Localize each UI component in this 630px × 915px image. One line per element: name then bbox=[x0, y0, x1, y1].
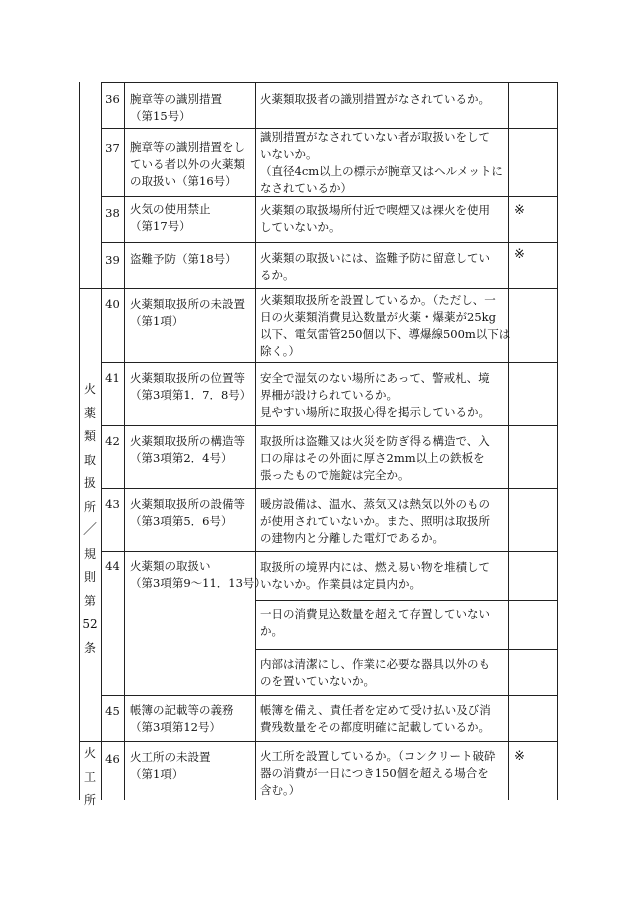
category-char: 火 bbox=[83, 746, 96, 760]
category-char: 52 bbox=[82, 617, 98, 631]
row-content: 取扱所の境界内には、燃え易い物を堆積して いないか。作業員は定員内か。 bbox=[260, 560, 490, 591]
row-content: 安全で湿気のない場所にあって、警戒札、境 界柵が設けられているか。 見やすい場所に取扱心得を掲示しているか。 bbox=[260, 371, 490, 419]
table-row bbox=[101, 425, 557, 488]
row-number: 44 bbox=[105, 559, 120, 573]
row-content: 火薬類取扱者の識別措置がなされているか。 bbox=[260, 92, 490, 106]
row-number: 43 bbox=[105, 497, 120, 511]
row-number: 41 bbox=[105, 371, 120, 385]
category-char: 火 bbox=[83, 382, 96, 396]
row-content: 火工所を設置しているか。（コンクリート破砕 器の消費が一日につき150個を超える場合を 含む。） bbox=[260, 749, 496, 797]
table-row bbox=[101, 288, 557, 362]
table-row bbox=[101, 488, 557, 551]
row-number: 37 bbox=[105, 141, 120, 155]
row-number: 36 bbox=[105, 92, 120, 106]
category-char: ／ bbox=[83, 522, 97, 538]
row-number: 42 bbox=[105, 434, 120, 448]
row-item: 火工所の未設置 （第1項） bbox=[130, 750, 211, 781]
row-number: 38 bbox=[105, 206, 120, 220]
category-char: 規 bbox=[83, 546, 96, 561]
row-number: 39 bbox=[105, 253, 120, 267]
row-content: 火薬類の取扱いには、盗難予防に留意してい るか。 bbox=[260, 251, 490, 282]
row-item: 火薬類取扱所の構造等 （第3項第2．4号） bbox=[130, 434, 245, 465]
row-content: 火薬類取扱所を設置しているか。（ただし、一 日の火薬類消費見込数量が火薬・爆薬が25kg 以下、電気雷管250個以下、導爆線500m以下は 除く。） bbox=[260, 293, 511, 358]
table-row bbox=[101, 741, 557, 800]
row-content: 取扱所は盗難又は火災を防ぎ得る構造で、入 口の扉はその外面に厚さ2mm以上の鉄板を 張ったもので施錠は完全か。 bbox=[260, 434, 490, 482]
row-mark: ※ bbox=[514, 247, 525, 262]
category-char: 第 bbox=[83, 593, 96, 608]
row-content: 暖房設備は、温水、蒸気又は熱気以外のもの が使用されていないか。また、照明は取扱所 の建物内と分離した電灯であるか。 bbox=[260, 497, 490, 545]
row-item: 火気の使用禁止 （第17号） bbox=[130, 202, 211, 233]
row-mark: ※ bbox=[514, 749, 525, 764]
grid-line bbox=[557, 82, 558, 800]
table-row bbox=[101, 695, 557, 741]
category-char: 取 bbox=[83, 452, 96, 467]
category-char: 所 bbox=[83, 793, 96, 807]
row-content: 火薬類の取扱場所付近で喫煙又は裸火を使用 していないか。 bbox=[260, 203, 490, 234]
row-item: 火薬類取扱所の位置等 （第3項第1．7．8号） bbox=[130, 371, 252, 402]
row-number: 45 bbox=[105, 704, 120, 718]
table-row bbox=[101, 242, 557, 288]
category-char: 薬 bbox=[83, 405, 96, 420]
row-item: 盗難予防（第18号） bbox=[130, 252, 237, 266]
row-content-sub: 内部は清潔にし、作業に必要な器具以外のも のを置いていないか。 bbox=[260, 657, 490, 688]
table-row bbox=[101, 128, 557, 196]
row-content: 識別措置がなされていない者が取扱いをして いないか。 （直径4cm以上の標示が腕章又はヘルメットに なされているか） bbox=[260, 130, 503, 195]
table-row bbox=[101, 82, 557, 128]
row-item: 火薬類取扱所の設備等 （第3項第5．6号） bbox=[130, 497, 245, 528]
row-mark: ※ bbox=[514, 203, 525, 218]
category-char: 則 bbox=[83, 570, 96, 584]
category-label-kakosho bbox=[79, 742, 101, 813]
row-item: 帳簿の記載等の義務 （第3項第12号） bbox=[130, 703, 234, 734]
category-char: 条 bbox=[83, 640, 96, 655]
row-number: 40 bbox=[105, 297, 120, 311]
row-item: 火薬類取扱所の未設置 （第1項） bbox=[130, 297, 245, 328]
row-content-sub: 一日の消費見込数量を超えて存置していない か。 bbox=[260, 607, 490, 638]
table-row bbox=[101, 362, 557, 425]
row-item: 腕章等の識別措置 （第15号） bbox=[130, 92, 222, 123]
row-number: 46 bbox=[105, 752, 120, 766]
row-item: 腕章等の識別措置をし ている者以外の火薬類 の取扱い（第16号） bbox=[130, 140, 245, 188]
category-char: 所 bbox=[83, 499, 96, 514]
category-char: 類 bbox=[83, 429, 96, 443]
table-row bbox=[101, 196, 557, 242]
category-label-toriatsukaisho bbox=[79, 378, 101, 660]
category-char: 扱 bbox=[83, 476, 96, 490]
row-content: 帳簿を備え、責任者を定めて受け払い及び消 費残数量をその都度明確に記載しているか。 bbox=[260, 703, 491, 734]
category-char: 工 bbox=[83, 769, 96, 784]
row-item: 火薬類の取扱い （第3項第9～11．13号） bbox=[130, 559, 266, 590]
